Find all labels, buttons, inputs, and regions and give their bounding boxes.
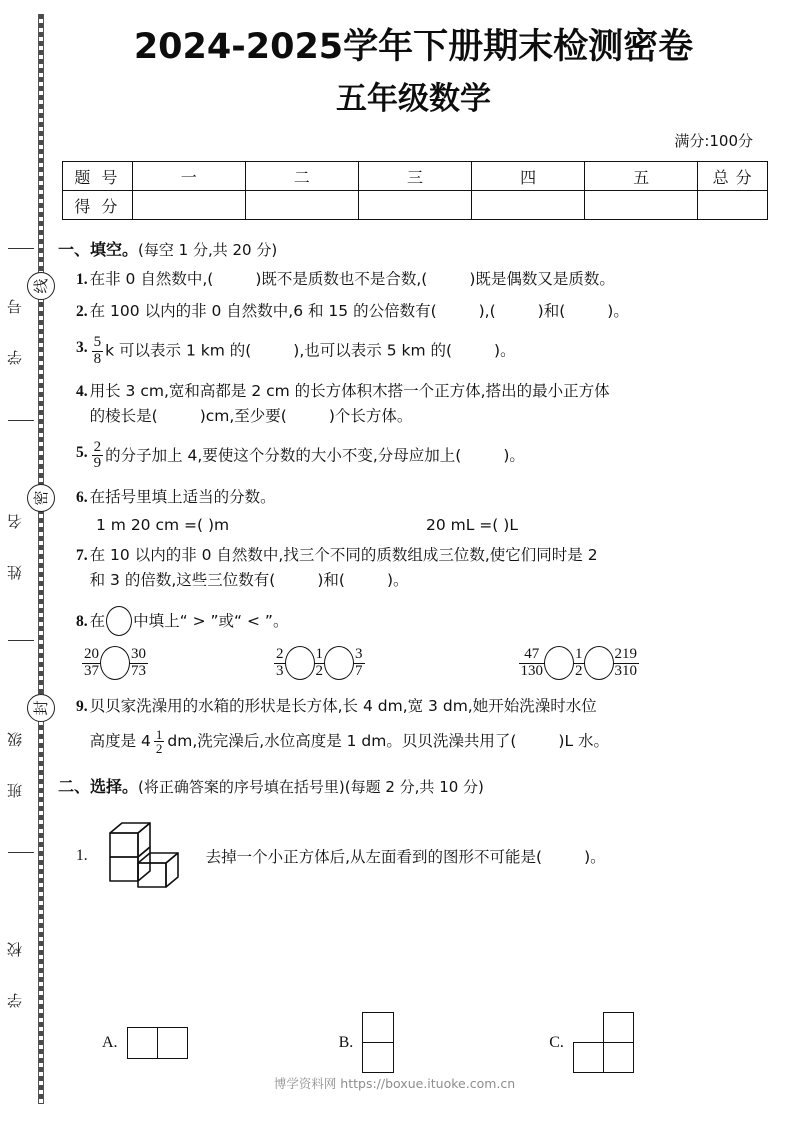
compare-b-f3-den: 7 [355,662,363,679]
seal-perforation-rail [38,14,44,1104]
q4-line-1: 用长 3 cm,宽和高都是 2 cm 的长方体积木搭一个正方体,搭出的最小正方体 [89,381,610,400]
compare-a-circle-1[interactable] [100,646,130,680]
section-1-points: (每空 1 分,共 20 分) [138,241,278,260]
score-table-col-total: 总 分 [698,162,768,191]
score-table-col-1: 一 [132,162,245,191]
seal-divider-1 [8,248,34,249]
q2-text-d: )。 [607,302,629,321]
q9-line-2 [90,728,793,756]
question-1 [76,267,793,292]
compare-a-f2-den: 73 [131,662,146,679]
question-8 [76,606,793,636]
compare-c-f2-num: 1 [575,646,583,663]
square-cell [603,1042,634,1073]
question-4-number: 4. [76,382,88,400]
compare-b-f1-num: 2 [276,646,284,663]
score-table-col-5: 五 [585,162,698,191]
question-2-body [90,299,793,324]
seal-mark-mi: 密 [27,484,55,512]
q5-fraction-numerator: 2 [93,438,102,455]
question-9-number: 9. [76,698,88,716]
score-cell-1[interactable] [132,191,245,220]
square-cell [573,1042,604,1073]
compare-b-fraction-3 [353,647,365,679]
compare-b-circle-1[interactable] [285,646,315,680]
score-cell-total[interactable] [698,191,768,220]
compare-c-f1-den: 130 [520,662,543,679]
seal-mark-xian: 线 [27,272,55,300]
question-7 [76,543,793,593]
choice-options-row [102,1012,792,1074]
score-table-row-label-question: 题 号 [63,162,133,191]
compare-c-f2-den: 2 [575,662,583,679]
question-7-body [90,543,793,593]
question-3 [76,335,793,367]
compare-b-f2-den: 2 [315,662,323,679]
compare-a-f1-num: 20 [84,646,99,663]
square-cell [362,1012,394,1043]
q4-text-c: )个长方体。 [328,406,413,425]
q1-text-a: 在非 0 自然数中,( [89,270,214,289]
question-3-number: 3. [76,339,88,357]
compare-c-fraction-2 [573,647,585,679]
compare-c-circle-2[interactable] [584,646,614,680]
q8-text-b: 中填上“ > ”或“ < ”。 [133,611,289,630]
section-2-title: 二、选择。 [58,776,139,796]
q3-text-b: ),也可以表示 5 km 的( [293,342,453,361]
page-subtitle: 五年级数学 [336,81,491,118]
score-cell-5[interactable] [585,191,698,220]
option-b-shape-two-squares-vertical [362,1012,394,1074]
question-6-body: 在括号里填上适当的分数。 [89,488,276,507]
score-table-col-4: 四 [472,162,585,191]
q5-fraction [92,440,104,472]
seal-label-student-number: 学 号 [6,290,24,365]
q9-fraction [154,728,165,756]
section-1-heading [58,237,793,260]
option-a[interactable] [102,1027,189,1059]
score-table-col-2: 二 [245,162,358,191]
q3-fraction [92,335,104,367]
compare-b-fraction-1 [274,647,286,679]
q9-fraction-numerator: 1 [155,726,163,742]
seal-divider-4 [8,852,34,853]
q9-text-b: dm,洗完澡后,水位高度是 1 dm。贝贝洗澡共用了( [167,731,517,750]
question-5-body [90,440,793,472]
square-cell [603,1012,634,1043]
q2-text-c: )和( [537,302,566,321]
seal-mark-feng: 封 [27,694,55,722]
compare-c-f1-num: 47 [524,646,540,663]
compare-group-a [80,646,150,680]
question-8-number: 8. [76,612,88,630]
score-table-row-label-score: 得 分 [63,191,133,220]
q9-fraction-denominator: 2 [155,741,163,757]
question-8-compare-row [80,646,793,680]
question-1-body [90,267,793,292]
question-4-body [90,379,793,429]
q9-text-a: 高度是 4 [89,731,151,750]
footer-watermark: 博学资料网 https://boxue.ituoke.com.cn [273,1076,516,1091]
q6-conversion-2[interactable]: 20 mL =( )L [426,516,518,535]
q1-text-b: )既不是质数也不是合数,( [255,270,428,289]
q6-conversion-1[interactable]: 1 m 20 cm =( )m [96,516,230,535]
compare-a-f2-num: 30 [131,646,146,663]
choice-question-1 [76,813,793,899]
option-a-shape-two-squares-horizontal [127,1027,189,1059]
q7-line-2 [90,568,793,593]
compare-c-circle-1[interactable] [544,646,574,680]
compare-a-fraction-1 [82,647,101,679]
compare-b-f3-num: 3 [355,646,363,663]
q9-line-1: 贝贝家洗澡用的水箱的形状是长方体,长 4 dm,宽 3 dm,她开始洗澡时水位 [89,697,597,716]
score-cell-4[interactable] [472,191,585,220]
seal-label-school: 学 校 [6,933,24,1008]
q3-text-c: )。 [494,342,516,361]
q2-text-b: ),( [478,302,496,321]
choice-question-1-text [206,845,606,867]
score-table [62,161,768,220]
compare-c-f3-num: 219 [614,646,637,663]
choice-q1-text-b: )。 [584,847,606,866]
q7-text-c: )。 [386,571,409,590]
score-cell-3[interactable] [358,191,471,220]
q5-fraction-denominator: 9 [93,455,102,472]
question-6-conversions [96,516,793,534]
section-2-points: (将正确答案的序号填在括号里)(每题 2 分,共 10 分) [138,777,484,796]
page-title: 2024-2025学年下册期末检测密卷 [133,27,694,67]
table-row [63,162,768,191]
seal-margin [0,0,56,1122]
score-cell-2[interactable] [245,191,358,220]
compare-group-b [272,646,367,680]
question-6 [76,485,793,510]
question-5-number: 5. [76,443,88,461]
full-score-label: 满分:100分 [674,132,753,151]
question-8-body [90,606,793,636]
compare-group-c [517,646,642,680]
table-row [63,191,768,220]
q2-text-a: 在 100 以内的非 0 自然数中,6 和 15 的公倍数有( [89,302,437,321]
seal-divider-3 [8,640,34,641]
q7-line-1: 在 10 以内的非 0 自然数中,找三个不同的质数组成三位数,使它们同时是 2 [89,546,598,565]
question-9 [76,694,793,755]
question-4 [76,379,793,429]
paper-content [56,0,793,1122]
option-c-label: C. [549,1034,564,1051]
q9-text-c: )L 水。 [558,731,610,750]
question-1-number: 1. [76,271,88,289]
q7-text-b: )和( [317,571,345,590]
question-6-number: 6. [76,489,88,507]
question-9-body [90,694,793,755]
option-c[interactable] [549,1012,635,1074]
q4-text-b: )cm,至少要( [199,406,287,425]
q8-text-a: 在 [89,611,106,630]
score-table-col-3: 三 [358,162,471,191]
compare-c-fraction-1 [519,647,546,679]
option-a-label: A. [102,1034,118,1051]
seal-label-class: 班 级 [6,723,24,798]
square-cell [127,1027,158,1059]
q3-fraction-denominator: 8 [93,351,102,368]
section-2-heading [58,774,793,797]
compare-c-f3-den: 310 [614,662,637,679]
q8-sample-circle [106,606,132,636]
choice-question-1-number: 1. [76,846,88,864]
question-2 [76,299,793,324]
question-3-body [90,335,793,367]
q4-line-2 [90,404,793,429]
compare-b-f1-den: 3 [276,662,284,679]
square-cell [362,1042,394,1073]
choice-q1-text-a: 去掉一个小正方体后,从左面看到的图形不可能是( [205,847,543,866]
q1-text-c: )既是偶数又是质数。 [469,270,615,289]
q5-text-b: )。 [503,446,525,465]
question-2-number: 2. [76,303,88,321]
question-7-number: 7. [76,547,88,565]
q5-text-a: 的分子加上 4,要使这个分数的大小不变,分母应加上( [105,446,462,465]
q4-text-a: 的棱长是( [89,406,158,425]
seal-label-name: 姓 名 [6,505,24,580]
q3-text-a: k 可以表示 1 km 的( [105,342,252,361]
q3-fraction-numerator: 5 [93,334,102,351]
seal-divider-2 [8,420,34,421]
q7-text-a: 和 3 的倍数,这些三位数有( [89,571,276,590]
question-5 [76,440,793,472]
compare-b-circle-2[interactable] [324,646,354,680]
section-1-title: 一、填空。 [58,240,139,260]
compare-c-fraction-3 [613,647,640,679]
compare-a-fraction-2 [129,647,148,679]
stacked-cubes-figure [94,813,202,899]
compare-b-f2-num: 1 [315,646,323,663]
option-b-label: B. [338,1034,354,1051]
compare-a-f1-den: 37 [84,662,99,679]
option-c-shape-l-shape-three-squares [573,1012,635,1074]
square-cell [157,1027,188,1059]
option-b[interactable] [339,1012,395,1074]
